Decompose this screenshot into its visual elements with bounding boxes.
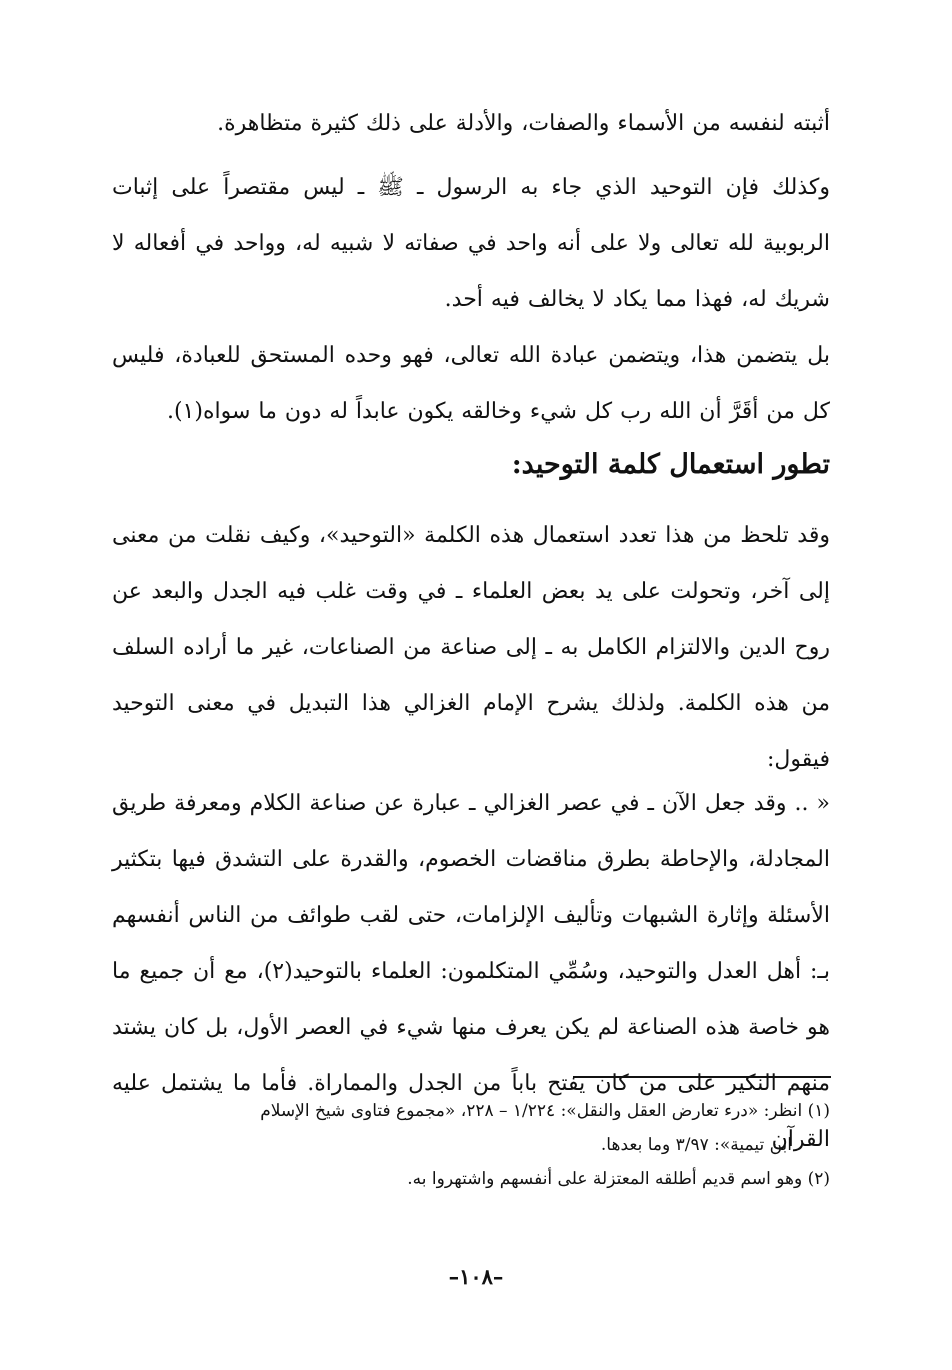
footnote-1: (١) انظر: «درء تعارض العقل والنقل»: ١/٢٢٤ – ٢٢٨، «مجموع فتاوى شيخ الإسلام — [260, 1101, 830, 1121]
paragraph-tawhid-scope — [112, 160, 830, 328]
paragraph-text: وكذلك فإن التوحيد الذي جاء به الرسول ـ ﷺ ـ ليس مقتصراً على إثبات الربوبية لله تعالى ولا على أنه واحد في صفاته لا شبيه له، وواحد في أفعاله لا شريك له، فهذا مما يكاد لا يخالف فيه أحد. — [112, 175, 830, 312]
paragraph-intro — [112, 96, 830, 152]
paragraph-text: « .. وقد جعل الآن ـ في عصر الغزالي ـ عبارة عن صناعة الكلام ومعرفة طريق المجادلة، والإحاطة بطرق مناقضات الخصوم، والقدرة على التشدق فيها بتكثير الأسئلة وإثارة الشبهات وتأليف الإلزامات، حتى لقب طوائف من الناس أنفسهم بـ: أهل العدل والتوحيد، وسُمِّي المتكلمون: العلماء بالتوحيد(٢)، مع أن جميع ما هو خاصة هذه الصناعة لم يكن يعرف منها شيء في العصر الأول، بل كان يشتد منهم النكير على من كان يفتح باباً من الجدل والمماراة. فأما ما يشتمل عليه القرآن — [112, 791, 830, 1152]
footnote-divider — [573, 1076, 831, 1078]
paragraph-text: أثبته لنفسه من الأسماء والصفات، والأدلة على ذلك كثيرة متظاهرة. — [217, 111, 830, 136]
paragraph-evolution — [112, 508, 830, 788]
page-number: –١٠٨– — [448, 1264, 504, 1289]
paragraph-worship — [112, 328, 830, 440]
footnotes — [112, 1094, 830, 1196]
footnote-2: (٢) وهو اسم قديم أطلقه المعتزلة على أنفسهم واشتهروا به. — [407, 1169, 830, 1189]
section-heading: تطور استعمال كلمة التوحيد: — [511, 449, 830, 480]
paragraph-text: بل يتضمن هذا، ويتضمن عبادة الله تعالى، فهو وحده المستحق للعبادة، فليس كل من أقَرَّ أن الله رب كل شيء وخالقه يكون عابداً له دون ما سواه(١). — [112, 343, 830, 424]
paragraph-text: وقد تلحظ من هذا تعدد استعمال هذه الكلمة «التوحيد»، وكيف نقلت من معنى إلى آخر، وتحولت على يد بعض العلماء ـ في وقت غلب فيه الجدل والبعد عن روح الدين والالتزام الكامل به ـ إلى صناعة من الصناعات، غير ما أراده السلف من هذه الكلمة. ولذلك يشرح الإمام الغزالي هذا التبديل في معنى التوحيد فيقول: — [112, 523, 830, 772]
footnote-1-continuation: ابن تيمية»: ٣/٩٧ وما بعدها. — [600, 1135, 792, 1155]
